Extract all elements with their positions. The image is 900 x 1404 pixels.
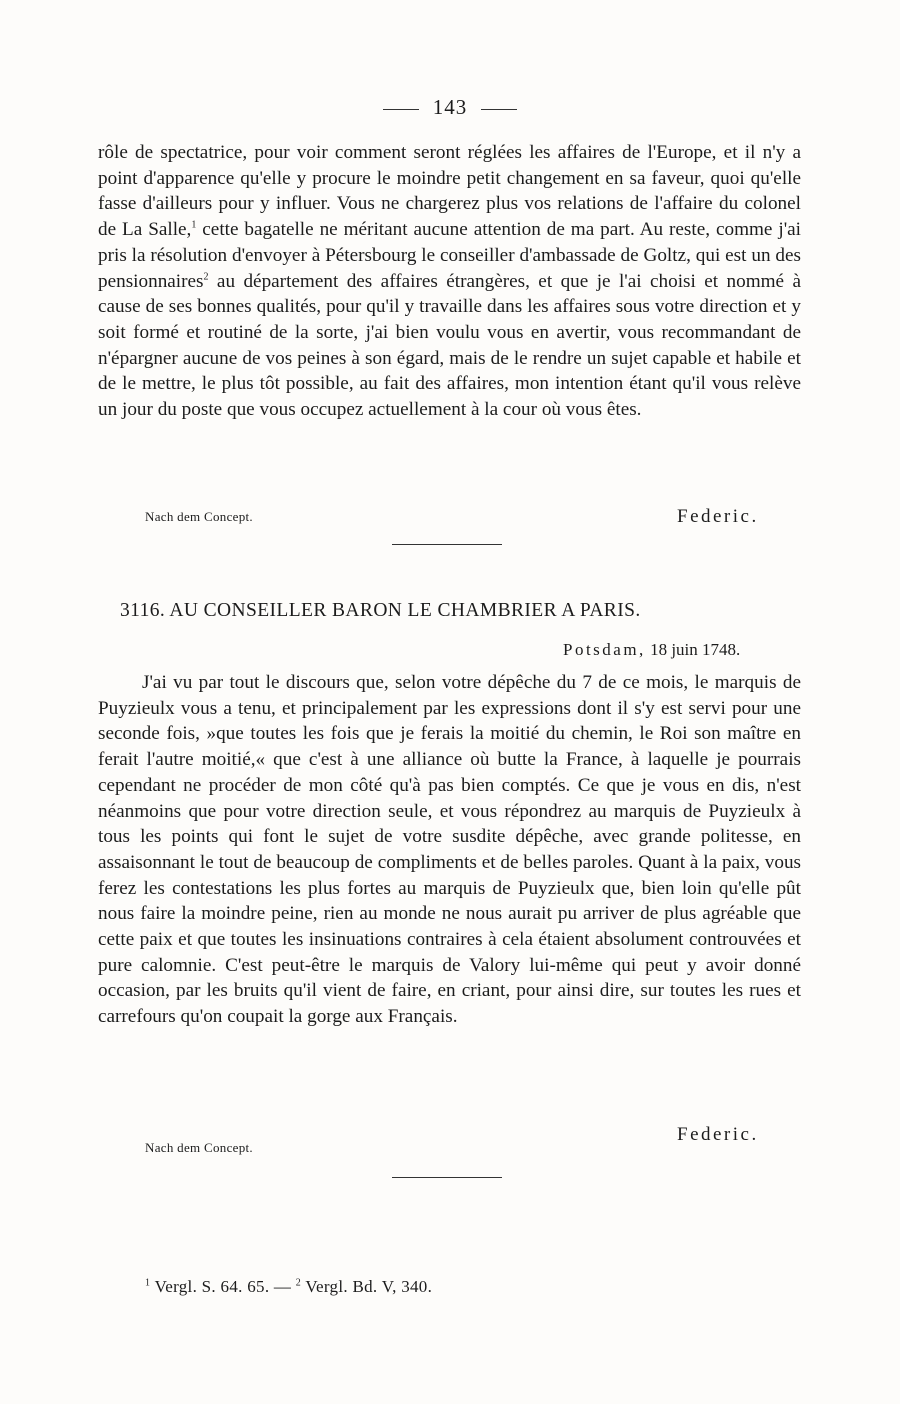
page-number-value: 143 [432, 95, 468, 119]
letter-3115-text-part1: rôle de spectatrice, pour voir comment seront réglées les affaires de l'Europe, et il n'y a point d'apparence qu'elle y procure le moindre petit changement en sa faveur, quoi qu'elle fasse d'ailleurs pour y influer. Vous ne chargerez plus vos relations de l'affaire du colonel de La Salle, [98, 142, 801, 241]
footnotes [145, 1277, 432, 1297]
footnote-ref-1: 1 [191, 219, 197, 231]
letter-3116-body [98, 670, 801, 1030]
letter-3115-body [98, 140, 801, 423]
letter-3116-signature: Federic. [677, 1124, 759, 1145]
letter-3115-paragraph [98, 140, 801, 423]
footnote-1-text: Vergl. S. 64. 65. — [154, 1277, 292, 1296]
page-number-dash-right [481, 109, 517, 110]
footnote-2-text: Vergl. Bd. V, 340. [305, 1277, 433, 1296]
page-number [0, 95, 900, 120]
footnote-2-marker: 2 [295, 1277, 302, 1289]
page-number-dash-left [383, 109, 419, 110]
footnote-1-marker: 1 [145, 1277, 151, 1289]
letter-3115-text-part2: cette bagatelle ne méritant aucune attention de ma part. Au reste, comme j'ai pris la résolution d'envoyer à Pétersbourg le conseiller d'ambassade de Goltz, qui est un des pensionnaires [98, 219, 801, 292]
letter-3116-paragraph: J'ai vu par tout le discours que, selon votre dépêche du 7 de ce mois, le marquis de Puyzieulx vous a tenu, et principalement par les expressions dont il s'y est servi pour une seconde fois, »que toutes les fois que je ferais la moitié du chemin, le Roi son maître en ferait l'autre moitié,« que c'est à une alliance où butte la France, à laquelle je pourrais cependant ne procéder de mon côté qu'à pas bien comptés. Ce que je vous en dis, n'est néanmoins que pour votre direction seule, et vous répondrez au marquis de Puyzieulx à tous les points qui font le sujet de votre susdite dépêche, avec grande politesse, en assaisonnant le tout de beaucoup de compliments et de belles paroles. Quant à la paix, vous ferez les contestations les plus fortes au marquis de Puyzieulx que, bien loin qu'elle pût nous faire la moindre peine, rien au monde ne nous aurait pu arriver de plus agréable que cette paix et que toutes les insinuations contraires à cela étaient absolument controuvées et pure calomnie. C'est peut-être le marquis de Valory lui-même qui peut y avoir donné occasion, par les bruits qu'il vient de faire, en criant, pour ainsi dire, sur toutes les rues et carrefours qu'on coupait la gorge aux Français. [98, 672, 801, 1028]
dateline-place: Potsdam, [563, 640, 646, 659]
letter-3116-source: Nach dem Concept. [145, 1140, 253, 1155]
letter-3116-dateline [563, 640, 740, 660]
letter-3115-source: Nach dem Concept. [145, 509, 253, 524]
letter-3116-heading: 3116. AU CONSEILLER BARON LE CHAMBRIER A PARIS. [120, 600, 641, 621]
dateline-date: 18 juin 1748. [650, 640, 741, 659]
section-divider-2 [392, 1177, 502, 1178]
letter-3115-text-part3: au département des affaires étrangères, et que je l'ai choisi et nommé à cause de ses bonnes qualités, pour qu'il y travaille dans les affaires sous votre direction et y soit formé et routiné de la sorte, j'ai bien voulu vous en avertir, vous recommandant de n'épargner aucune de vos peines à son égard, mais de le rendre un sujet capable et habile et de le mettre, le plus tôt possible, au fait des affaires, mon intention étant qu'il vous relève un jour du poste que vous occupez actuellement à la cour où vous êtes. [98, 270, 801, 421]
footnote-ref-2: 2 [203, 271, 209, 283]
letter-3115-signature: Federic. [677, 506, 759, 527]
section-divider-1 [392, 544, 502, 545]
